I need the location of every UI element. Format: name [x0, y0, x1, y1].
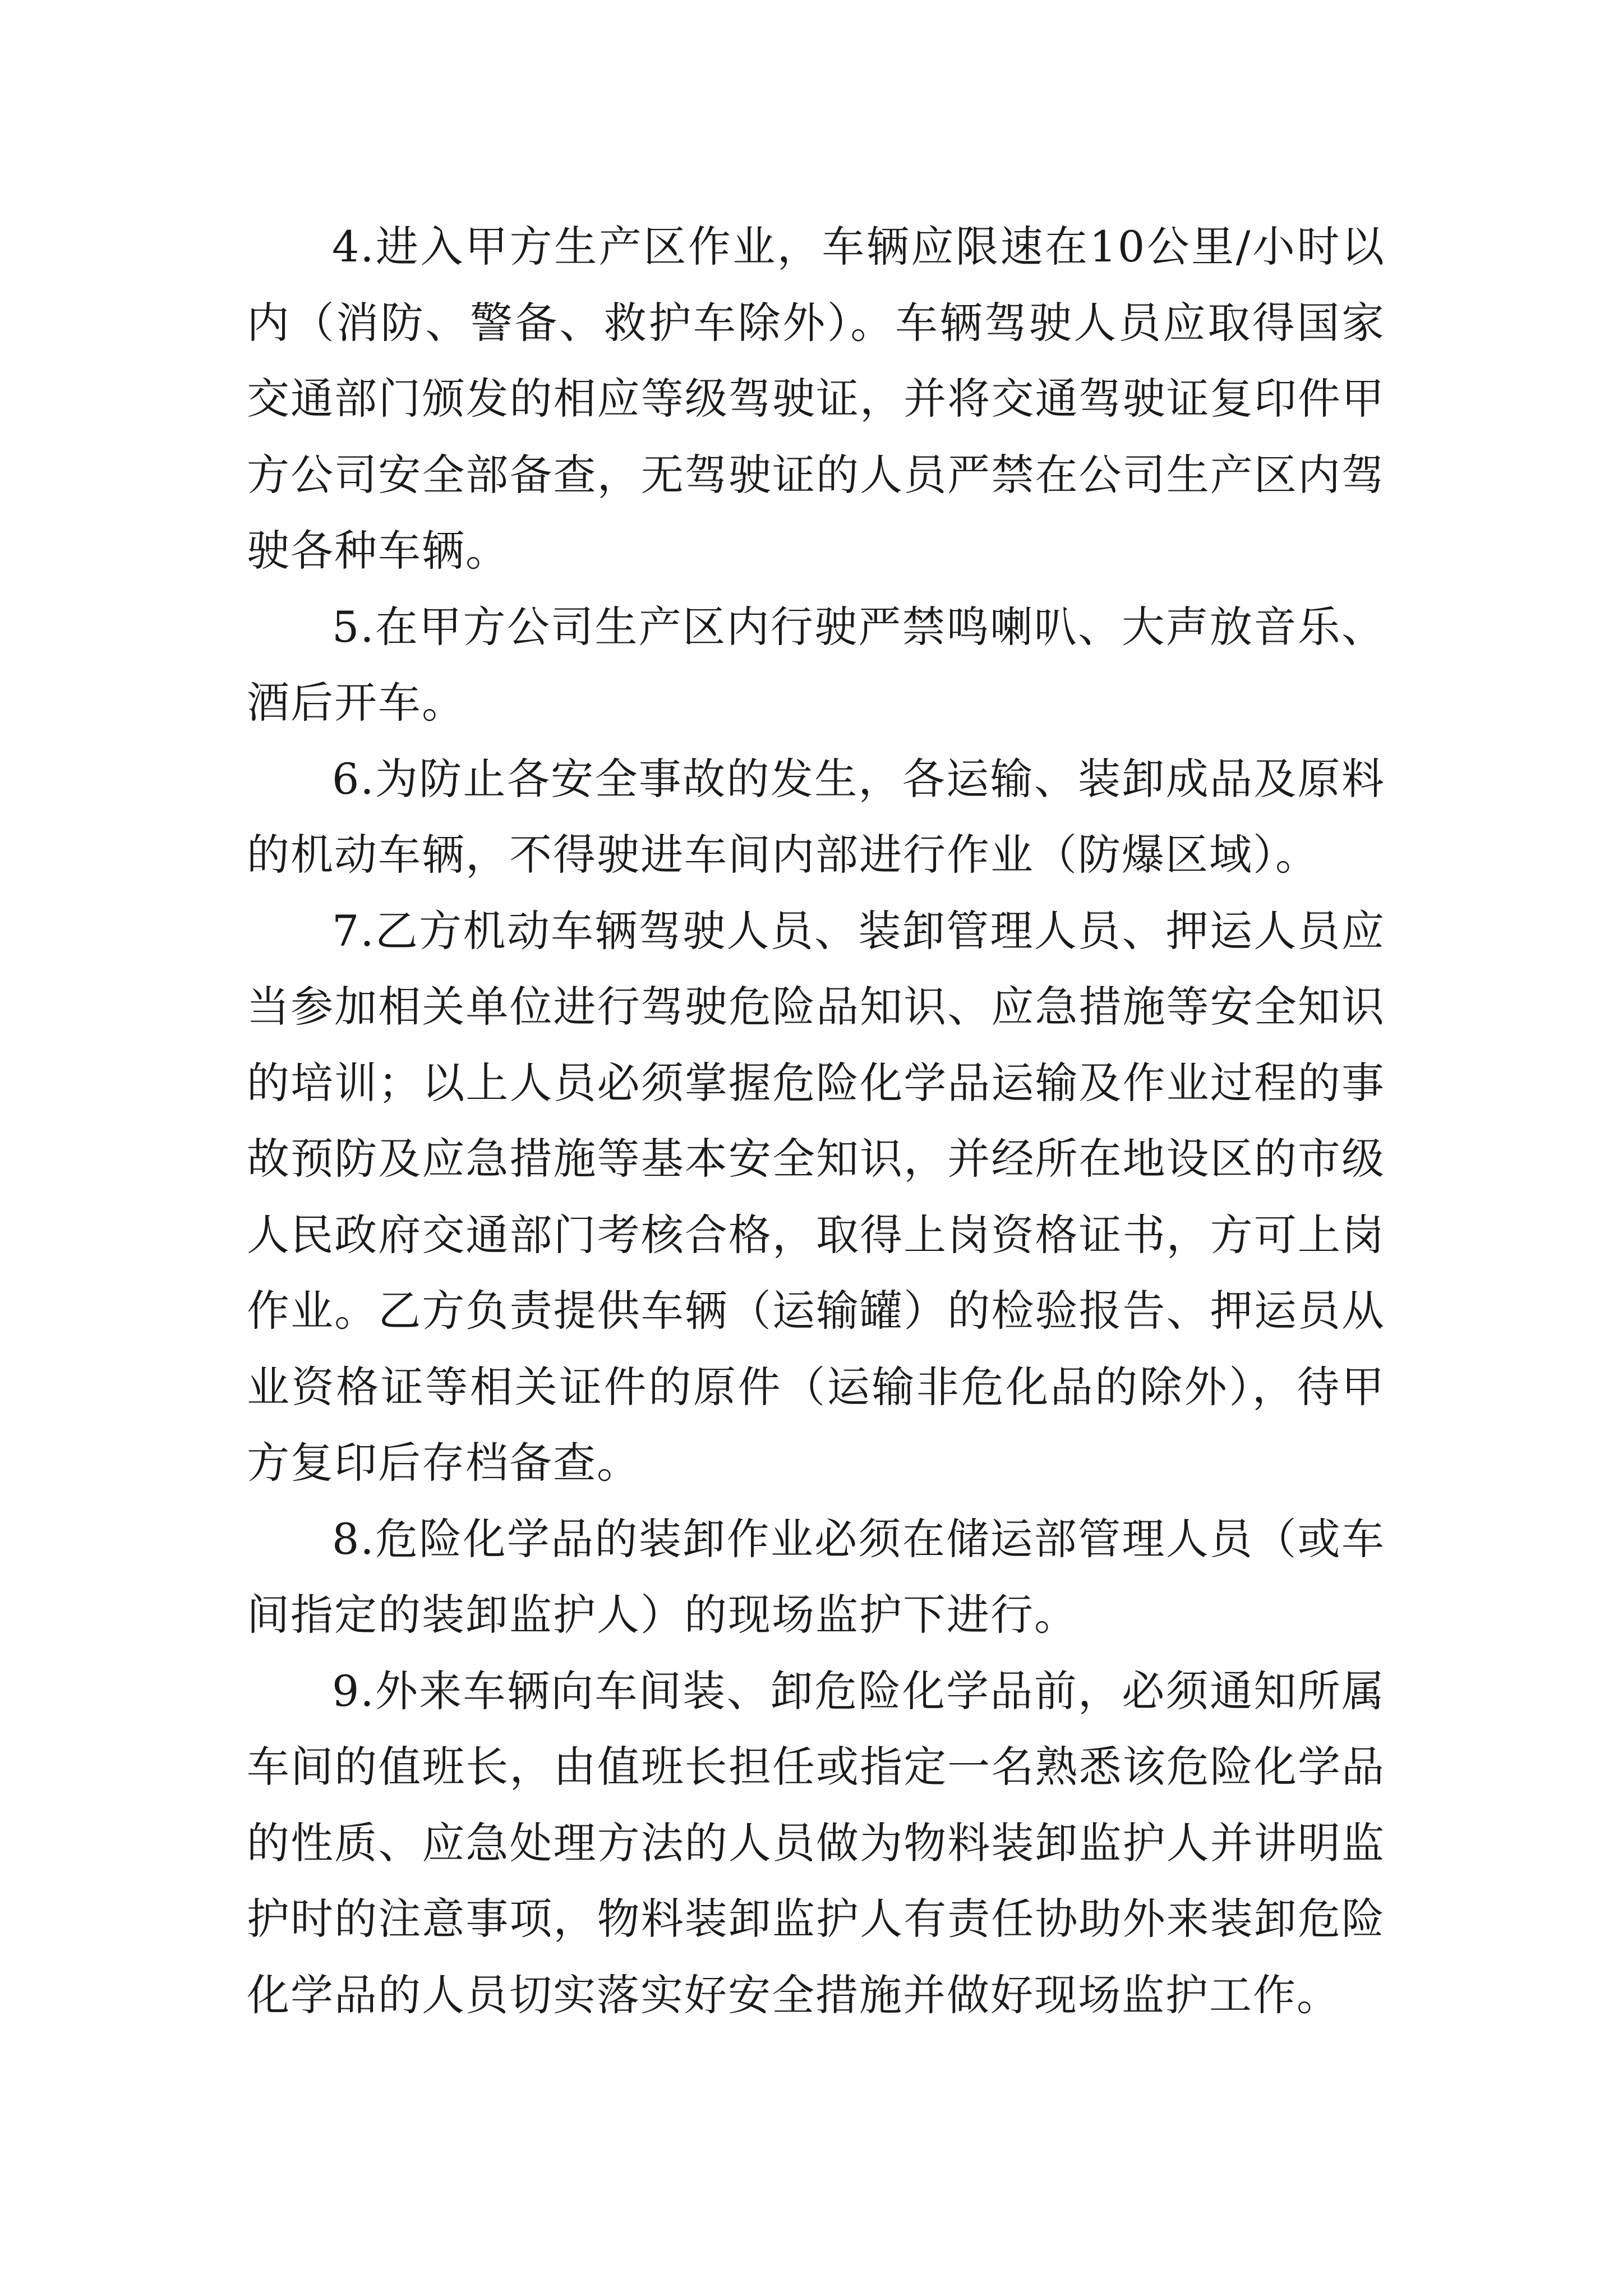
paragraph-item-9: 9.外来车辆向车间装、卸危险化学品前，必须通知所属车间的值班长，由值班长担任或指定一名熟悉该危险化学品的性质、应急处理方法的人员做为物料装卸监护人并讲明监护时的注意事项，物料装卸监护人有责任协助外来装卸危险化学品的人员切实落实好安全措施并做好现场监护工作。: [247, 1665, 1385, 2020]
paragraph-item-8: 8.危险化学品的装卸作业必须在储运部管理人员（或车间指定的装卸监护人）的现场监护下进行。: [247, 1513, 1385, 1640]
paragraph-item-4: 4.进入甲方生产区作业，车辆应限速在10公里/小时以内（消防、警备、救护车除外）。车辆驾驶人员应取得国家交通部门颁发的相应等级驾驶证，并将交通驾驶证复印件甲方公司安全部备查，无驾驶证的人员严禁在公司生产区内驾驶各种车辆。: [247, 222, 1385, 576]
document-body: [247, 209, 1385, 2033]
paragraph-item-6: 6.为防止各安全事故的发生，各运输、装卸成品及原料的机动车辆，不得驶进车间内部进行作业（防爆区域）。: [247, 753, 1385, 880]
paragraph-item-7: 7.乙方机动车辆驾驶人员、装卸管理人员、押运人员应当参加相关单位进行驾驶危险品知识、应急措施等安全知识的培训；以上人员必须掌握危险化学品运输及作业过程的事故预防及应急措施等基本安全知识，并经所在地设区的市级人民政府交通部门考核合格，取得上岗资格证书，方可上岗作业。乙方负责提供车辆（运输罐）的检验报告、押运员从业资格证等相关证件的原件（运输非危化品的除外），待甲方复印后存档备查。: [247, 905, 1385, 1488]
paragraph-item-5: 5.在甲方公司生产区内行驶严禁鸣喇叭、大声放音乐、酒后开车。: [247, 601, 1385, 728]
